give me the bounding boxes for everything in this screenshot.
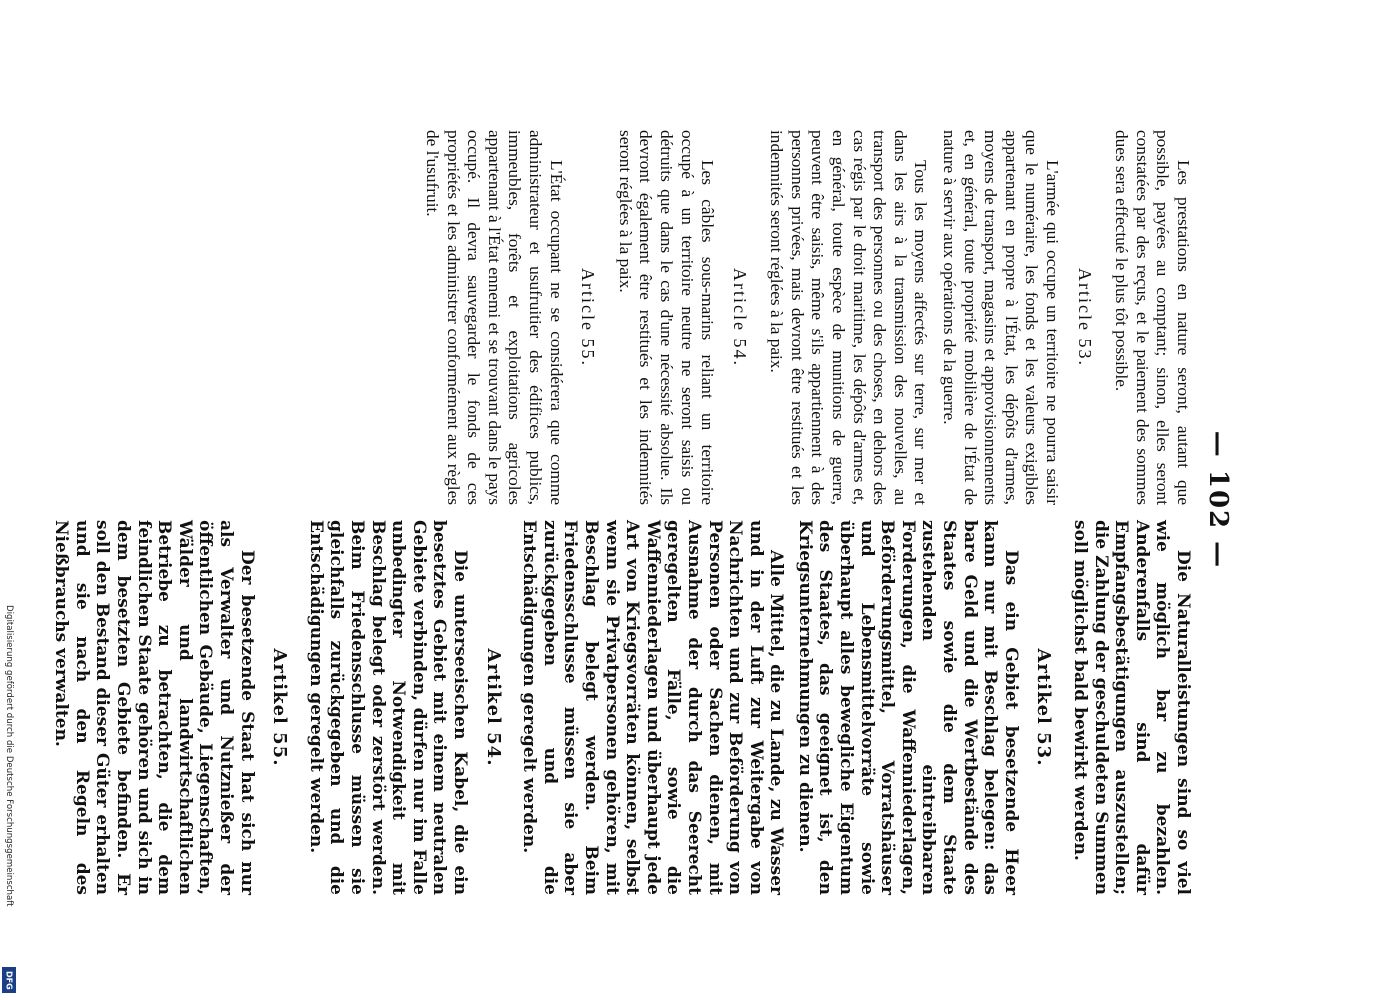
french-article-54-heading: Article 54. bbox=[729, 268, 750, 367]
french-intro-paragraph: Les prestations en nature seront, autant que possible, payées au comptant; sinon, elles seront constatées par des reçus, et le paiement des sommes dues sera effectué le plus tôt possible. bbox=[1112, 130, 1193, 505]
page-number: — 102 — bbox=[1203, 430, 1233, 570]
french-column bbox=[421, 130, 1193, 505]
french-article-53-paragraph-1: L'armée qui occupe un territoire ne pourra saisir que le numéraire, les fonds et les valeurs exigibles appartenant en propre à l'État, les dépôts d'armes, moyens de transport, magasins et approvisionnements et, en général, toute propriété mobilière de l'État de nature à servir aux opérations de la guerre. bbox=[940, 130, 1063, 505]
french-article-53-paragraph-2: Tous les moyens affectés sur terre, sur mer et dans les airs à la transmission des nouvelles, au transport des personnes ou des choses, en dehors des cas régis par le droit maritime, les dépôts d'armes et, en général, toute espèce de munitions de guerre, peuvent être saisis, même s'ils appartiennent à des personnes privées, mais devront être restitués et les indemnités seront réglées à la paix. bbox=[767, 130, 931, 505]
german-article-53-heading: Artikel 53. bbox=[1033, 648, 1055, 767]
german-article-55-heading: Artikel 55. bbox=[269, 648, 291, 767]
german-article-53-paragraph-1: Das ein Gebiet besetzende Heer kann nur mit Beschlag belegen: das bare Geld und die Wertbestände des Staates sowie die dem Staate zustehenden eintreibbaren Forderungen, die Waffenniederlagen, Beförderungsmittel, Vorratshäuser und Lebensmittelvorräte sowie überhaupt alles bewegliche Eigentum des Staates, das geeignet ist, den Kriegsunternehmungen zu dienen. bbox=[794, 520, 1021, 895]
german-article-55-paragraph: Der besetzende Staat hat sich nur als Verwalter und Nutznießer der öffentlichen Gebäude, Liegenschaften, Wälder und landwirtschaftlichen Betriebe zu betrachten, die dem feindlichen Staate gehören und sich in dem besetzten Gebiete befinden. Er soll den Bestand dieser Güter erhalten und sie nach den Regeln des Nießbrauchs verwalten. bbox=[51, 520, 257, 895]
digitization-note: Digitalisierung gefördert durch die Deutsche Forschungsgemeinschaft bbox=[4, 605, 14, 907]
german-article-54-heading: Artikel 54. bbox=[482, 648, 504, 767]
german-article-53-paragraph-2: Alle Mittel, die zu Lande, zu Wasser und in der Luft zur Weitergabe von Nachrichten und zur Beförderung von Personen oder Sachen dienen, mit Ausnahme der durch das Seerecht geregelten Fälle, sowie die Waffenniederlagen und überhaupt jede Art von Kriegsvorräten können, selbst wenn sie Privatpersonen gehören, mit Beschlag belegt werden. Beim Friedensschlusse müssen sie aber zurückgegeben und die Entschädigungen geregelt werden. bbox=[519, 520, 787, 895]
dfg-logo-icon: DFG bbox=[2, 967, 16, 993]
french-article-53-heading: Article 53. bbox=[1074, 268, 1095, 367]
german-column bbox=[51, 520, 1193, 895]
french-article-55-heading: Article 55. bbox=[578, 268, 599, 367]
french-article-54-paragraph: Les câbles sous-marins reliant un territoire occupé à un territoire neutre ne seront saisis ou détruits que dans le cas d'une nécessité absolue. Ils devront également être restitués et les indemnités seront réglées à la paix. bbox=[615, 130, 718, 505]
german-article-54-paragraph: Die unterseeischen Kabel, die ein besetztes Gebiet mit einem neutralen Gebiete verbinden, dürfen nur im Falle unbedingter Notwendigkeit mit Beschlag belegt oder zerstört werden. Beim Friedensschlusse müssen sie gleichfalls zurückgegeben und die Entschädigungen geregelt werden. bbox=[305, 520, 470, 895]
french-article-55-paragraph: L'État occupant ne se considérera que comme administrateur et usufruitier des édifices publics, immeubles, forêts et exploitations agricoles appartenant à l'État ennemi et se trouvant dans le pays occupé. Il devra sauvegarder le fonds de ces propriétés et les administrer conformément aux règles de l'usufruit. bbox=[423, 130, 566, 505]
german-intro-paragraph: Die Naturalleistungen sind so viel wie möglich bar zu bezahlen. Anderenfalls sind dafür Empfangsbestätigungen auszustellen; die Zahlung der geschuldeten Summen soll möglichst bald bewirkt werden. bbox=[1070, 520, 1193, 895]
